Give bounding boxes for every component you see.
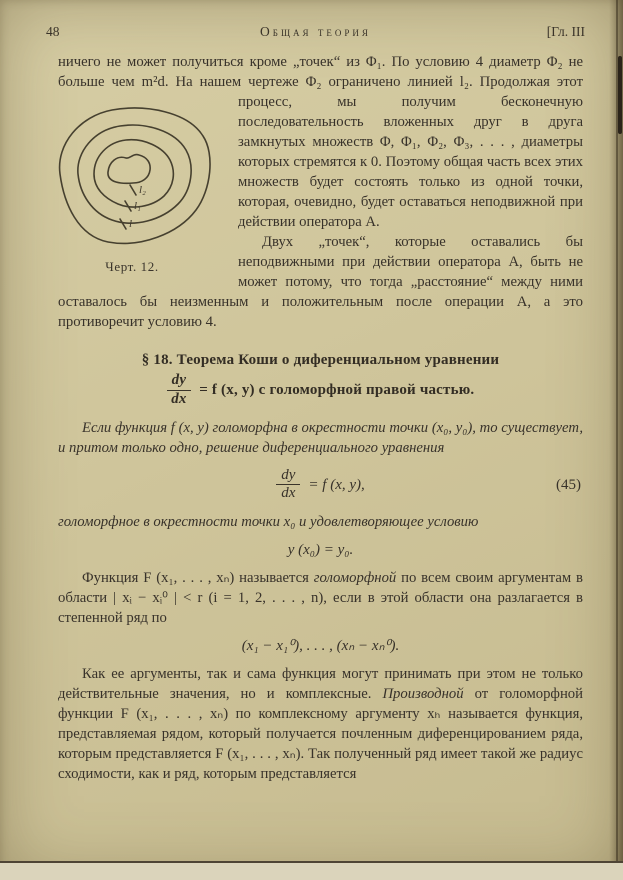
chapter-label: [Гл. III	[546, 24, 585, 39]
paragraph-1-rest: последовательность вложенных друг в друга замкнутых множеств Φ, Φ₁, Φ₂, Φ₃, . . . , диаметры которых стремятся к 0. Поэтому общая часть всех этих множеств будет состоять только из одной точки, которая, очевидно, будет оставаться неподвижной при действии оператора A.	[238, 114, 583, 230]
theorem-statement-1: Если функция f (x, y) голоморфна в окрестности точки (x₀, y₀), то существует, и притом только одно, решение диференциального уравнения	[58, 419, 583, 456]
page-body	[58, 52, 583, 864]
tick-l2	[130, 185, 136, 195]
paragraph-4-rest: от голоморфной функции F (x₁, . . . , xₙ) по комплексному аргументу xₕ называется функция, представляемая рядом, который получается почленным диференцированием ряда, которым представляется F (x₁, . . . , xₙ). Так полученный ряд имеет такой же радиус сходимости, как и ряд, которым представляется	[58, 686, 583, 782]
section-title-line2-text: = f (x, y) с голоморфной правой частью.	[199, 382, 475, 399]
paragraph-2: Двух „точек“, которые оставались бы неподвижными при действии оператора A, быть не может потому, что тогда „расстояние“ между ними оставалось бы неизменным и положительным после операции A, а это противоречит условию 4.	[58, 234, 583, 330]
paragraph-1	[58, 52, 583, 274]
section-title-line2	[58, 373, 583, 408]
eq45-rhs: = f (x, y),	[308, 476, 365, 493]
paragraph-4	[58, 664, 583, 784]
paragraph-4-start: Как ее аргументы, так и сама функция могут принимать при этом не только действительные значения, но и комплексные.	[58, 666, 583, 702]
paragraph-3-start: Функция F (x₁, . . . , xₙ) называется	[82, 570, 314, 586]
tick-l	[120, 219, 126, 229]
paragraph-3-rest: по всем своим аргументам в области | xᵢ − xᵢ⁰ | < r (i = 1, 2, . . . , n), если в этой области она разлагается в степенной ряд по	[58, 570, 583, 626]
label-l1: l₁	[134, 200, 141, 212]
equation-45	[58, 468, 583, 503]
fraction-denominator: dx	[171, 390, 187, 407]
running-header	[46, 24, 585, 40]
curve-inner	[108, 155, 150, 184]
nested-curves-drawing	[58, 96, 218, 256]
fraction-dy-dx	[167, 373, 192, 408]
figure-caption: Черт. 12.	[105, 259, 159, 274]
section-heading	[58, 350, 583, 408]
section-title-line1: § 18. Теорема Коши о диференциальном уравнении	[141, 352, 500, 368]
equation-number: (45)	[556, 476, 581, 493]
figure-chert-12	[58, 96, 222, 277]
paragraph-1-lead: ничего не может получиться кроме „точек“ из Φ₁. По условию 4 диаметр Φ₂ не больше чем m²d. На нашем чертеже Φ₂ ограничено линией l₂. Продолжая этот процесс, мы получим бесконечную	[58, 54, 583, 110]
page-edge-bottom	[0, 861, 623, 880]
page-number: 48	[46, 24, 60, 39]
fraction-numerator: dy	[167, 373, 192, 391]
eq45-denominator: dx	[281, 485, 296, 502]
label-l: l	[129, 218, 133, 230]
paragraph-3	[58, 568, 583, 628]
term-derivative: Производной	[382, 686, 464, 702]
eq45-numerator: dy	[276, 468, 300, 486]
initial-condition-equation: y (x₀) = y₀.	[287, 542, 354, 558]
running-title: Общая теория	[260, 24, 371, 39]
curve-3	[94, 140, 173, 207]
power-series-terms-equation: (x₁ − x₁⁰), . . . , (xₙ − xₙ⁰).	[241, 638, 400, 654]
fraction-dy-dx-eq45	[276, 468, 300, 503]
label-l2: l₂	[139, 184, 146, 196]
term-holomorphic: голоморфной	[313, 570, 397, 586]
scan-artifact-streak	[618, 56, 622, 134]
theorem-statement-2: голоморфное в окрестности точки x₀ и удовлетворяющее условию	[58, 514, 479, 530]
